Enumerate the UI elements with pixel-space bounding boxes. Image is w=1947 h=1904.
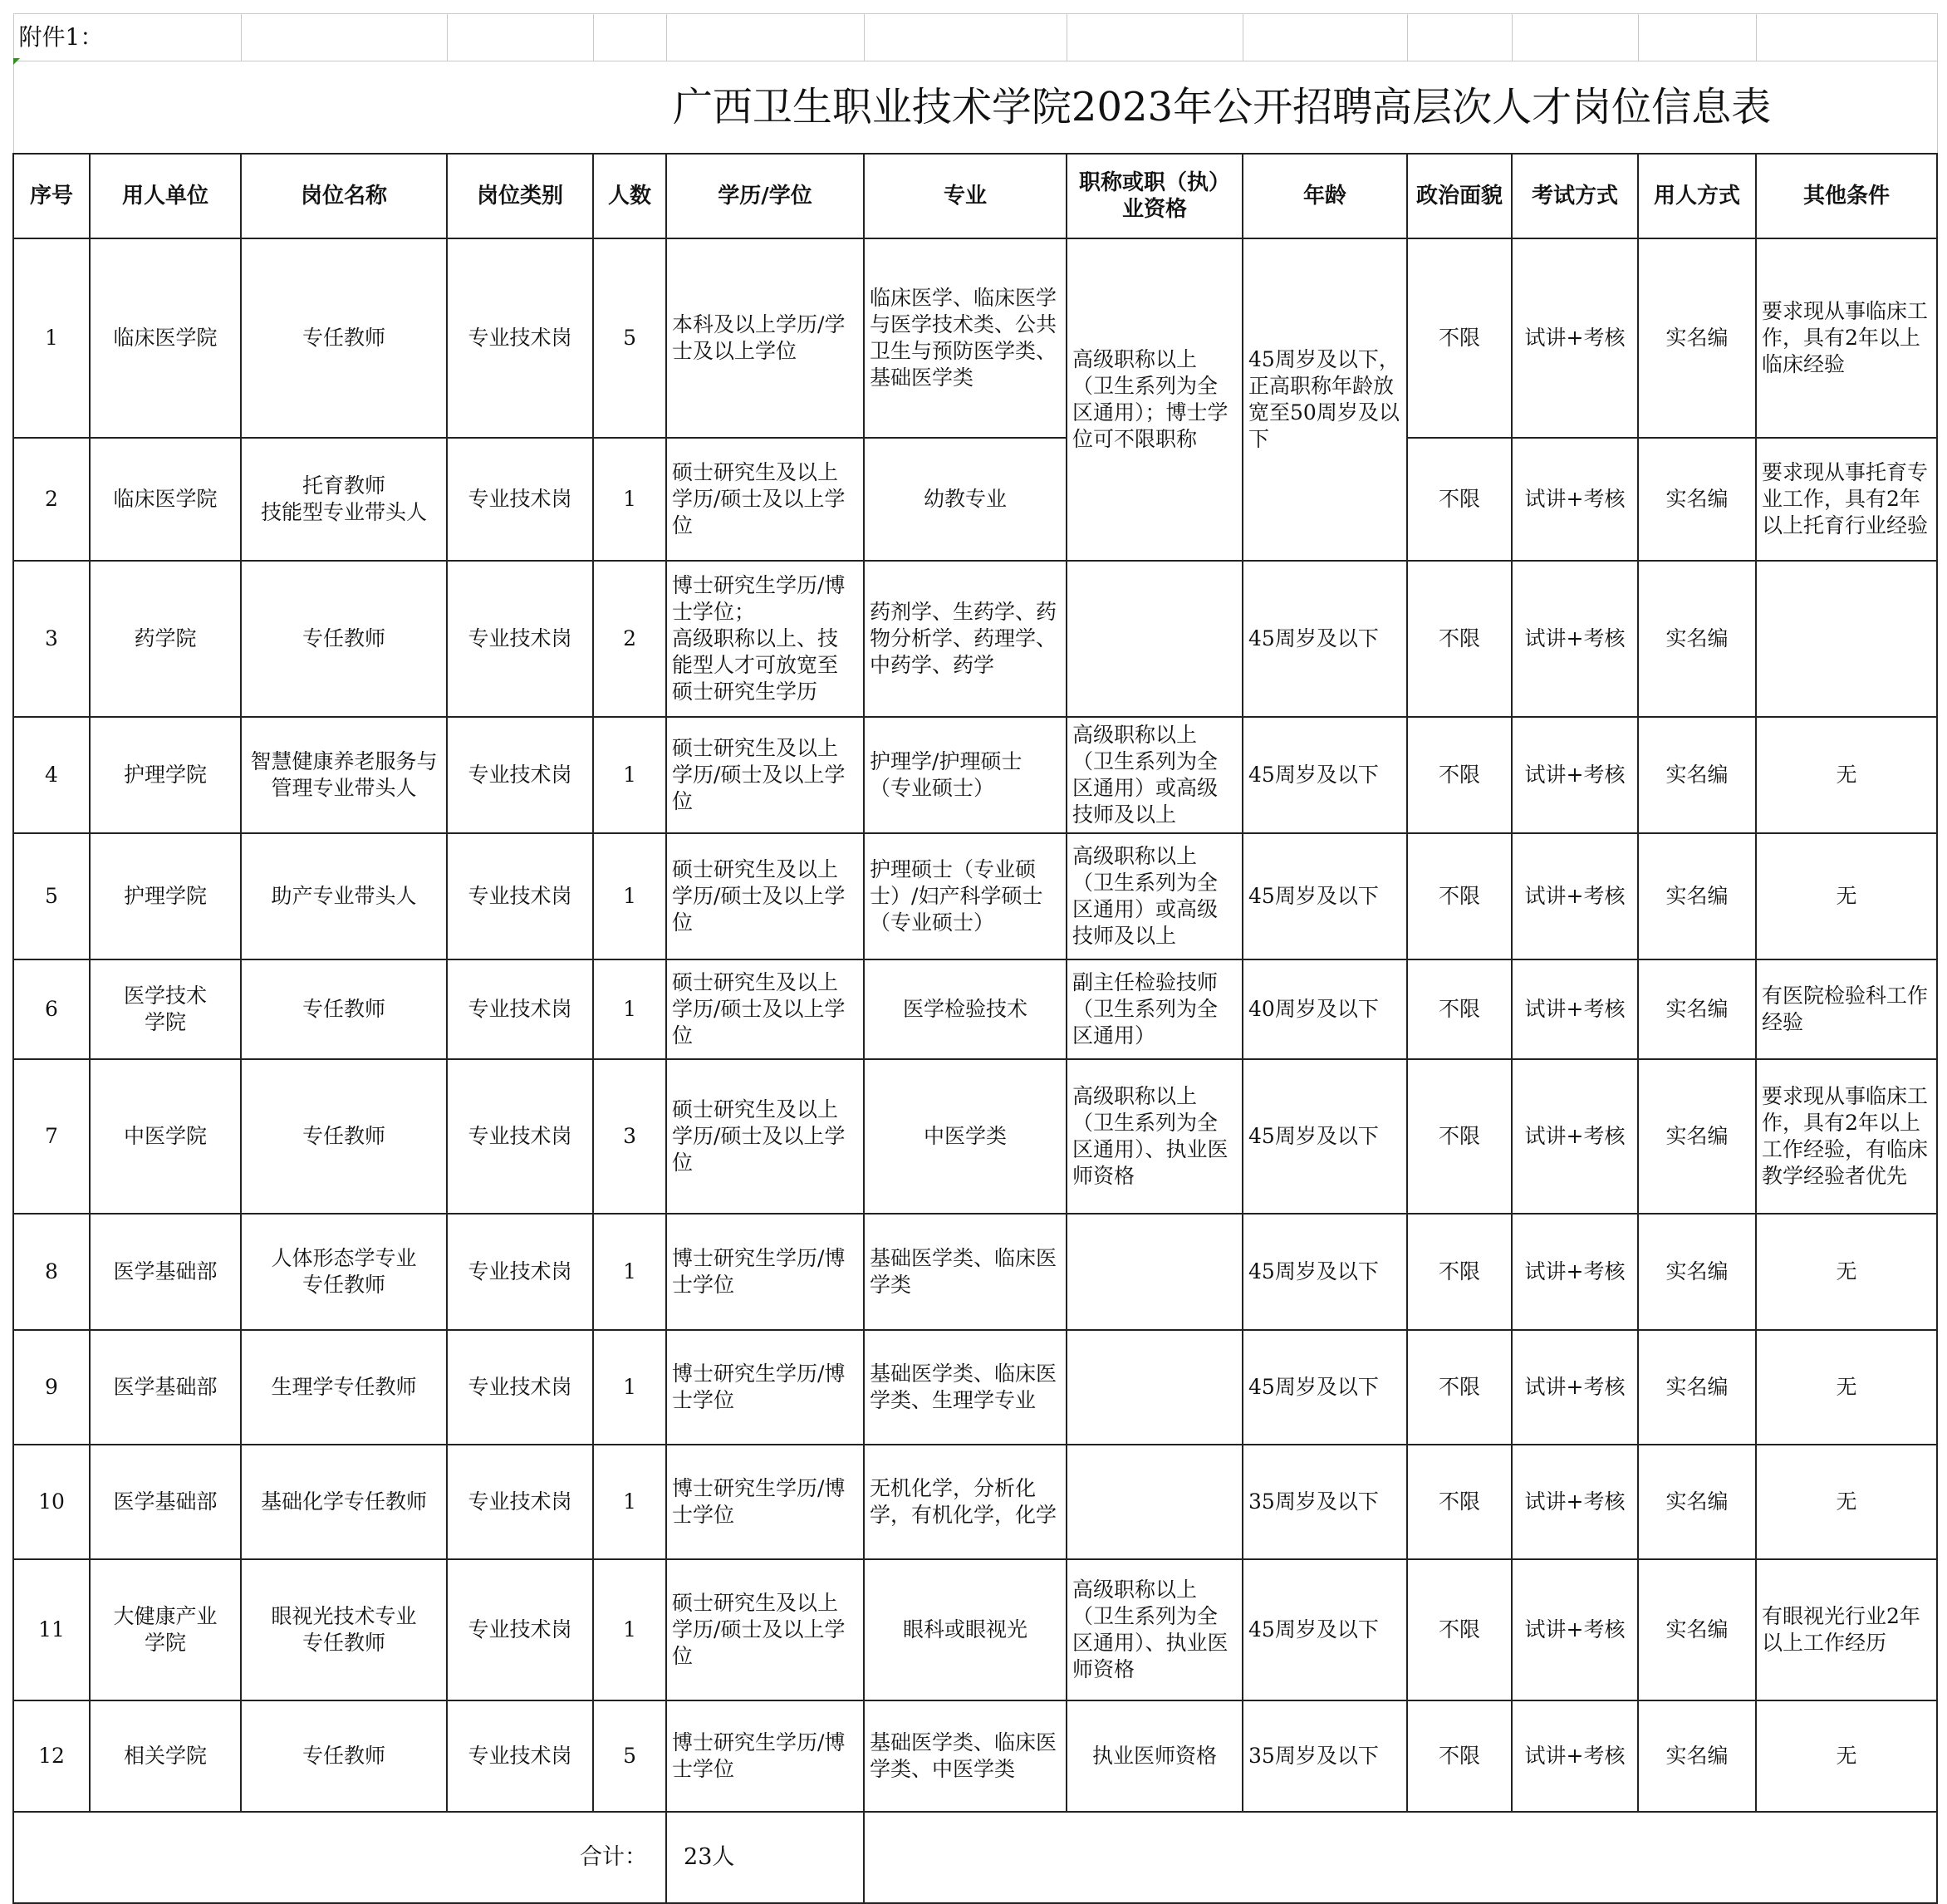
political-status: 不限 (1407, 438, 1512, 561)
political-status: 不限 (1407, 561, 1512, 717)
education-requirement: 硕士研究生及以上学历/硕士及以上学位 (666, 1559, 864, 1700)
employment-method: 实名编 (1638, 959, 1756, 1059)
row-number: 3 (13, 561, 90, 717)
major-requirement: 眼科或眼视光 (864, 1559, 1067, 1700)
post-category: 专业技术岗 (447, 833, 593, 959)
employer-unit: 护理学院 (90, 717, 241, 833)
total-value: 23人 (666, 1812, 864, 1903)
col-post-header: 岗位名称 (241, 154, 447, 238)
age-requirement: 45周岁及以下，正高职称年龄放宽至50周岁及以下 (1243, 238, 1407, 561)
attachment-label: 附件1： (13, 14, 241, 61)
employment-method: 实名编 (1638, 438, 1756, 561)
employer-unit: 大健康产业 学院 (90, 1559, 241, 1700)
headcount: 1 (593, 833, 666, 959)
title-requirement: 执业医师资格 (1067, 1700, 1243, 1812)
exam-method: 试讲+考核 (1512, 1214, 1638, 1330)
col-education-header: 学历/学位 (666, 154, 864, 238)
post-name: 基础化学专任教师 (241, 1445, 447, 1559)
table-row (13, 1445, 1937, 1559)
exam-method: 试讲+考核 (1512, 959, 1638, 1059)
employer-unit: 医学基础部 (90, 1214, 241, 1330)
political-status: 不限 (1407, 1059, 1512, 1214)
post-category: 专业技术岗 (447, 238, 593, 438)
title-requirement: 高级职称以上（卫生系列为全区通用）、执业医师资格 (1067, 1059, 1243, 1214)
post-name: 专任教师 (241, 1059, 447, 1214)
headcount: 1 (593, 959, 666, 1059)
spreadsheet (12, 13, 1936, 1904)
education-requirement: 博士研究生学历/博士学位 (666, 1330, 864, 1445)
major-requirement: 药剂学、生药学、药物分析学、药理学、中药学、药学 (864, 561, 1067, 717)
col-employ-header: 用人方式 (1638, 154, 1756, 238)
age-requirement: 45周岁及以下 (1243, 561, 1407, 717)
employment-method: 实名编 (1638, 1559, 1756, 1700)
employer-unit: 中医学院 (90, 1059, 241, 1214)
employment-method: 实名编 (1638, 1330, 1756, 1445)
education-requirement: 硕士研究生及以上学历/硕士及以上学位 (666, 717, 864, 833)
employer-unit: 临床医学院 (90, 438, 241, 561)
post-category: 专业技术岗 (447, 1445, 593, 1559)
table-row (13, 1700, 1937, 1812)
major-requirement: 幼教专业 (864, 438, 1067, 561)
education-requirement: 硕士研究生及以上学历/硕士及以上学位 (666, 438, 864, 561)
post-category: 专业技术岗 (447, 1559, 593, 1700)
age-requirement: 45周岁及以下 (1243, 1330, 1407, 1445)
row-number: 9 (13, 1330, 90, 1445)
political-status: 不限 (1407, 1330, 1512, 1445)
title-requirement (1067, 1445, 1243, 1559)
col-other-header: 其他条件 (1756, 154, 1937, 238)
post-name: 专任教师 (241, 959, 447, 1059)
exam-method: 试讲+考核 (1512, 1445, 1638, 1559)
exam-method: 试讲+考核 (1512, 717, 1638, 833)
exam-method: 试讲+考核 (1512, 1059, 1638, 1214)
header-row (13, 154, 1937, 238)
headcount: 5 (593, 238, 666, 438)
table-row (13, 1059, 1937, 1214)
row-number: 2 (13, 438, 90, 561)
col-exam-header: 考试方式 (1512, 154, 1638, 238)
post-category: 专业技术岗 (447, 1700, 593, 1812)
political-status: 不限 (1407, 238, 1512, 438)
post-name: 助产专业带头人 (241, 833, 447, 959)
total-label: 合计： (13, 1812, 666, 1903)
employer-unit: 临床医学院 (90, 238, 241, 438)
employer-unit: 医学技术 学院 (90, 959, 241, 1059)
exam-method: 试讲+考核 (1512, 1559, 1638, 1700)
major-requirement: 医学检验技术 (864, 959, 1067, 1059)
age-requirement: 40周岁及以下 (1243, 959, 1407, 1059)
age-requirement: 45周岁及以下 (1243, 833, 1407, 959)
post-name: 生理学专任教师 (241, 1330, 447, 1445)
title-requirement (1067, 1214, 1243, 1330)
age-requirement: 45周岁及以下 (1243, 1214, 1407, 1330)
other-conditions (1756, 561, 1937, 717)
headcount: 1 (593, 1330, 666, 1445)
row-number: 7 (13, 1059, 90, 1214)
employment-method: 实名编 (1638, 717, 1756, 833)
employment-method: 实名编 (1638, 1700, 1756, 1812)
post-category: 专业技术岗 (447, 1059, 593, 1214)
title-requirement (1067, 561, 1243, 717)
other-conditions: 有眼视光行业2年以上工作经历 (1756, 1559, 1937, 1700)
employment-method: 实名编 (1638, 1214, 1756, 1330)
attachment-row (13, 14, 1937, 61)
employment-method: 实名编 (1638, 1445, 1756, 1559)
employer-unit: 医学基础部 (90, 1445, 241, 1559)
employment-method: 实名编 (1638, 1059, 1756, 1214)
row-number: 4 (13, 717, 90, 833)
row-number: 12 (13, 1700, 90, 1812)
post-category: 专业技术岗 (447, 1214, 593, 1330)
table-row (13, 438, 1937, 561)
headcount: 5 (593, 1700, 666, 1812)
education-requirement: 硕士研究生及以上学历/硕士及以上学位 (666, 959, 864, 1059)
political-status: 不限 (1407, 1445, 1512, 1559)
other-conditions: 有医院检验科工作经验 (1756, 959, 1937, 1059)
table-row (13, 1214, 1937, 1330)
post-category: 专业技术岗 (447, 1330, 593, 1445)
other-conditions: 要求现从事临床工作，具有2年以上临床经验 (1756, 238, 1937, 438)
education-requirement: 博士研究生学历/博士学位 (666, 1214, 864, 1330)
education-requirement: 本科及以上学历/学士及以上学位 (666, 238, 864, 438)
other-conditions: 无 (1756, 1214, 1937, 1330)
col-major-header: 专业 (864, 154, 1067, 238)
post-name: 专任教师 (241, 1700, 447, 1812)
education-requirement: 硕士研究生及以上学历/硕士及以上学位 (666, 1059, 864, 1214)
age-requirement: 45周岁及以下 (1243, 717, 1407, 833)
exam-method: 试讲+考核 (1512, 833, 1638, 959)
row-number: 1 (13, 238, 90, 438)
col-unit-header: 用人单位 (90, 154, 241, 238)
education-requirement: 硕士研究生及以上学历/硕士及以上学位 (666, 833, 864, 959)
col-category-header: 岗位类别 (447, 154, 593, 238)
headcount: 1 (593, 717, 666, 833)
other-conditions: 无 (1756, 717, 1937, 833)
major-requirement: 基础医学类、临床医学类 (864, 1214, 1067, 1330)
employment-method: 实名编 (1638, 833, 1756, 959)
exam-method: 试讲+考核 (1512, 561, 1638, 717)
post-name: 托育教师 技能型专业带头人 (241, 438, 447, 561)
row-number: 6 (13, 959, 90, 1059)
total-blank (864, 1812, 1937, 1903)
page-title: 广西卫生职业技术学院2023年公开招聘高层次人才岗位信息表 (13, 61, 1937, 155)
exam-method: 试讲+考核 (1512, 1330, 1638, 1445)
age-requirement: 45周岁及以下 (1243, 1059, 1407, 1214)
post-info-table (12, 13, 1938, 1904)
post-category: 专业技术岗 (447, 959, 593, 1059)
total-row (13, 1812, 1937, 1903)
table-row (13, 238, 1937, 438)
employer-unit: 医学基础部 (90, 1330, 241, 1445)
headcount: 1 (593, 1559, 666, 1700)
political-status: 不限 (1407, 959, 1512, 1059)
post-name: 专任教师 (241, 238, 447, 438)
title-row (13, 61, 1937, 155)
headcount: 1 (593, 1214, 666, 1330)
education-requirement: 博士研究生学历/博士学位 (666, 1445, 864, 1559)
table-row (13, 1330, 1937, 1445)
col-count-header: 人数 (593, 154, 666, 238)
employer-unit: 药学院 (90, 561, 241, 717)
post-category: 专业技术岗 (447, 717, 593, 833)
employment-method: 实名编 (1638, 238, 1756, 438)
row-number: 10 (13, 1445, 90, 1559)
other-conditions: 无 (1756, 1445, 1937, 1559)
table-row (13, 833, 1937, 959)
political-status: 不限 (1407, 833, 1512, 959)
other-conditions: 无 (1756, 1700, 1937, 1812)
post-category: 专业技术岗 (447, 438, 593, 561)
political-status: 不限 (1407, 1700, 1512, 1812)
headcount: 1 (593, 438, 666, 561)
post-name: 专任教师 (241, 561, 447, 717)
political-status: 不限 (1407, 717, 1512, 833)
row-number: 11 (13, 1559, 90, 1700)
employer-unit: 相关学院 (90, 1700, 241, 1812)
major-requirement: 临床医学、临床医学与医学技术类、公共卫生与预防医学类、基础医学类 (864, 238, 1067, 438)
table-row (13, 1559, 1937, 1700)
major-requirement: 无机化学，分析化学，有机化学，化学 (864, 1445, 1067, 1559)
age-requirement: 35周岁及以下 (1243, 1445, 1407, 1559)
col-politics-header: 政治面貌 (1407, 154, 1512, 238)
employment-method: 实名编 (1638, 561, 1756, 717)
title-requirement (1067, 1330, 1243, 1445)
political-status: 不限 (1407, 1559, 1512, 1700)
col-age-header: 年龄 (1243, 154, 1407, 238)
table-row (13, 959, 1937, 1059)
age-requirement: 45周岁及以下 (1243, 1559, 1407, 1700)
table-row (13, 561, 1937, 717)
post-name: 眼视光技术专业 专任教师 (241, 1559, 447, 1700)
title-requirement: 高级职称以上（卫生系列为全区通用）或高级技师及以上 (1067, 717, 1243, 833)
cell-comment-marker (13, 58, 20, 65)
age-requirement: 35周岁及以下 (1243, 1700, 1407, 1812)
employer-unit: 护理学院 (90, 833, 241, 959)
title-requirement: 高级职称以上（卫生系列为全区通用）或高级技师及以上 (1067, 833, 1243, 959)
title-requirement: 副主任检验技师（卫生系列为全区通用） (1067, 959, 1243, 1059)
table-row (13, 717, 1937, 833)
other-conditions: 无 (1756, 833, 1937, 959)
col-no-header: 序号 (13, 154, 90, 238)
exam-method: 试讲+考核 (1512, 238, 1638, 438)
major-requirement: 中医学类 (864, 1059, 1067, 1214)
education-requirement: 博士研究生学历/博士学位 (666, 1700, 864, 1812)
col-title-header: 职称或职（执）业资格 (1067, 154, 1243, 238)
post-name: 人体形态学专业 专任教师 (241, 1214, 447, 1330)
education-requirement: 博士研究生学历/博士学位； 高级职称以上、技能型人才可放宽至硕士研究生学历 (666, 561, 864, 717)
other-conditions: 要求现从事临床工作，具有2年以上工作经验，有临床教学经验者优先 (1756, 1059, 1937, 1214)
post-category: 专业技术岗 (447, 561, 593, 717)
major-requirement: 护理硕士（专业硕士）/妇产科学硕士（专业硕士） (864, 833, 1067, 959)
title-requirement: 高级职称以上（卫生系列为全区通用）；博士学位可不限职称 (1067, 238, 1243, 561)
row-number: 8 (13, 1214, 90, 1330)
exam-method: 试讲+考核 (1512, 438, 1638, 561)
headcount: 1 (593, 1445, 666, 1559)
other-conditions: 要求现从事托育专业工作，具有2年以上托育行业经验 (1756, 438, 1937, 561)
row-number: 5 (13, 833, 90, 959)
title-requirement: 高级职称以上（卫生系列为全区通用）、执业医师资格 (1067, 1559, 1243, 1700)
major-requirement: 基础医学类、临床医学类、生理学专业 (864, 1330, 1067, 1445)
headcount: 2 (593, 561, 666, 717)
headcount: 3 (593, 1059, 666, 1214)
exam-method: 试讲+考核 (1512, 1700, 1638, 1812)
major-requirement: 护理学/护理硕士（专业硕士） (864, 717, 1067, 833)
post-name: 智慧健康养老服务与管理专业带头人 (241, 717, 447, 833)
political-status: 不限 (1407, 1214, 1512, 1330)
major-requirement: 基础医学类、临床医学类、中医学类 (864, 1700, 1067, 1812)
other-conditions: 无 (1756, 1330, 1937, 1445)
